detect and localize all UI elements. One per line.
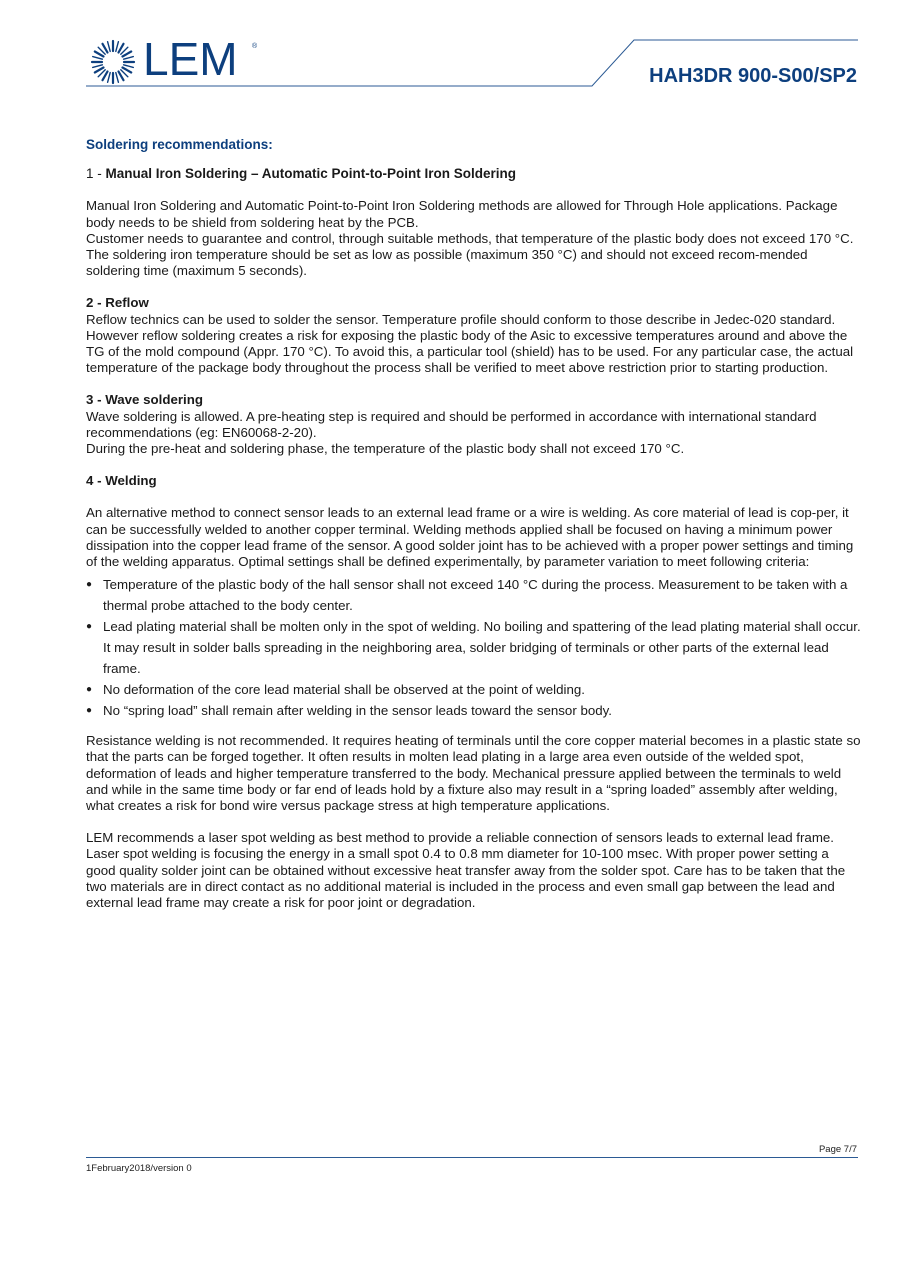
list-item: ● No deformation of the core lead material shall be observed at the point of welding. (86, 679, 861, 700)
wave-soldering-paragraph: Wave soldering is allowed. A pre-heating step is required and should be performed in accordance with international standard recommendations (eg: EN60068-2-20). (86, 408, 817, 440)
lem-sun-icon (92, 41, 134, 83)
registered-mark: ® (252, 43, 258, 50)
lem-logo-text: LEM (143, 33, 238, 85)
paragraph-temperature-control: Customer needs to guarantee and control, through suitable methods, that temperature of the plastic body does not exceed 170 °C. The soldering iron temperature should be set as low as possible (maximum 350 °C) and should not exceed recom-mended soldering time (maximum 5 seconds). (86, 230, 854, 279)
paragraph-iron-soldering: Manual Iron Soldering and Automatic Point-to-Point Iron Soldering methods are allowed for Through Hole applications. Package body needs to be shield from soldering heat by the PCB. (86, 198, 838, 230)
page-content (86, 137, 861, 911)
list-item: ● Temperature of the plastic body of the hall sensor shall not exceed 140 °C during the process. Measurement to be taken with a thermal probe attached to the body center. (86, 574, 861, 616)
welding-paragraph: An alternative method to connect sensor leads to an external lead frame or a wire is welding. As core material of lead is cop-per, it can be successfully welded to another copper terminal. Welding methods applied shall be focused on having a minimum power dissipation into the copper lead frame of the sensor. A good solder joint has to be achieved with a proper power settings and timing of the welding apparatus. Optimal settings shall be defined experimentally, by parameter variation to meet following criteria: (86, 505, 854, 570)
laser-welding-paragraph: LEM recommends a laser spot welding as best method to provide a reliable connection of sensors leads to external lead frame. Laser spot welding is focusing the energy in a small spot 0.4 to 0.8 mm diameter for 10-100 msec. With proper power setting a good quality solder joint can be obtained without excessive heat transfer away from the solder spot. Care has to be taken that the two materials are in direct contact as no additional material is included in the process and even small gap between the lead and external lead frame may create a risk for poor joint or degradation. (86, 830, 846, 911)
wave-soldering-paragraph-2: During the pre-heat and soldering phase, the temperature of the plastic body shall not exceed 170 °C. (86, 441, 685, 457)
page-header (0, 0, 900, 100)
welding-criteria-list (86, 574, 861, 721)
subsection-1-title: Manual Iron Soldering – Automatic Point-to-Point Iron Soldering (105, 166, 517, 182)
section-title: Soldering recommendations: (86, 137, 273, 152)
subsection-1-heading (86, 166, 861, 182)
reflow-heading: 2 - Reflow (86, 295, 149, 311)
footer-rule (86, 1157, 858, 1158)
list-item: ● No “spring load” shall remain after welding in the sensor leads toward the sensor body. (86, 700, 861, 721)
resistance-welding-paragraph: Resistance welding is not recommended. It requires heating of terminals until the core copper material becomes in a plastic state so that the parts can be forged together. It often results in molten lead plating in a large area even outside of the welded spot, deformation of leads and higher temperature transferred to the body. Mechanical pressure applied between the terminals to weld and while in the same time body or far end of leads hold by a fixture also may result in a “spring loaded” assembly after welding, what creates a risk for bond wire versus package stress at high temperature applications. (86, 733, 861, 814)
wave-soldering-heading: 3 - Wave soldering (86, 392, 203, 408)
list-item: ● Lead plating material shall be molten only in the spot of welding. No boiling and spattering of the lead plating material shall occur. It may result in solder balls spreading in the neighboring area, solder bridging of terminals or other parts of the external lead frame. (86, 616, 861, 679)
document-date-version: 1February2018/version 0 (86, 1163, 192, 1174)
welding-heading: 4 - Welding (86, 473, 157, 489)
reflow-paragraph: Reflow technics can be used to solder the sensor. Temperature profile should conform to those describe in Jedec-020 standard. However reflow soldering creates a risk for exposing the plastic body of the Asic to excessive temperatures around and above the TG of the mold compound (Appr. 170 °C). To avoid this, a particular tool (shield) has to be used. For any particular case, the actual temperature of the package body throughout the process shall be verified to meet above restriction prior to starting production. (86, 311, 854, 376)
subsection-1-number: 1 - (86, 166, 106, 182)
document-title: HAH3DR 900-S00/SP2 (649, 65, 857, 87)
page-number: Page 7/7 (818, 1144, 857, 1155)
